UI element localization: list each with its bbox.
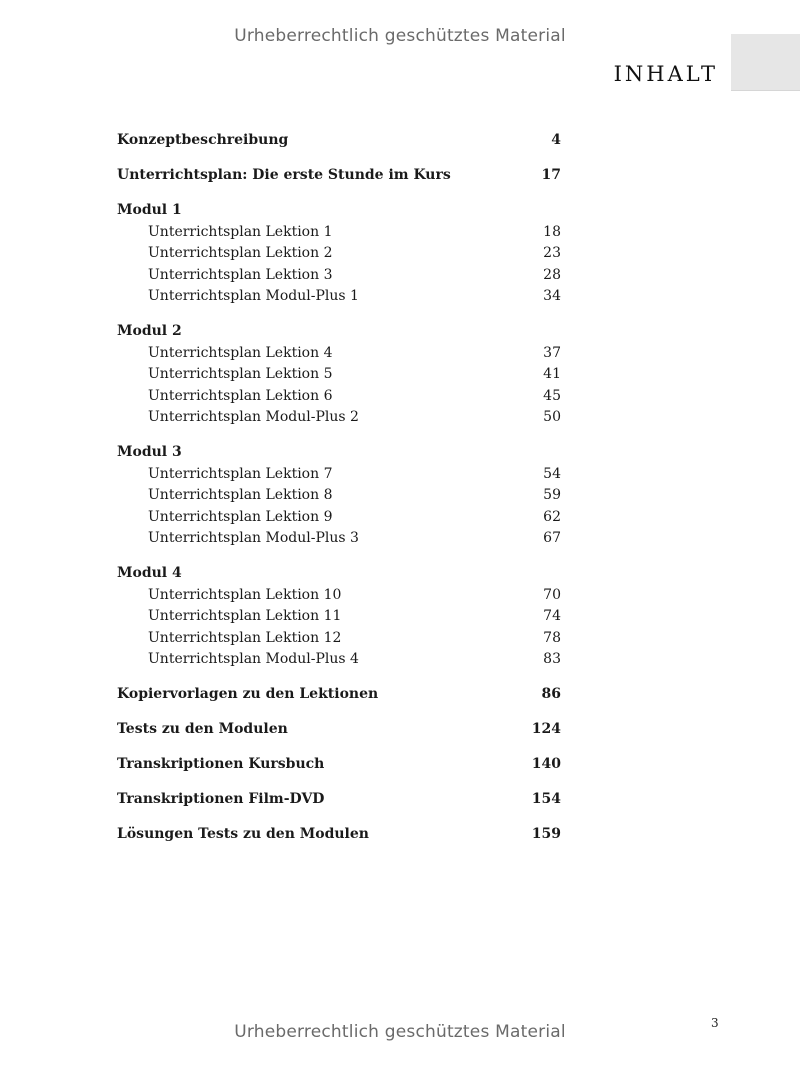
chapter-tab <box>731 34 800 91</box>
toc-subentry[interactable] <box>117 485 561 507</box>
toc-entry-erste-stunde[interactable] <box>117 165 561 187</box>
toc-entry-title: Unterrichtsplan Lektion 10 <box>148 586 342 603</box>
toc-group-modul-4: Modul 4 <box>117 565 182 581</box>
toc-entry-title: Lösungen Tests zu den Modulen <box>117 826 369 842</box>
toc-entry-title: Kopiervorlagen zu den Lektionen <box>117 686 379 702</box>
toc-subentry[interactable] <box>117 464 561 486</box>
toc-entry-title: Unterrichtsplan Modul-Plus 1 <box>148 288 359 304</box>
toc-entry-title: Unterrichtsplan Lektion 8 <box>148 487 333 503</box>
toc-group-modul-1: Modul 1 <box>117 202 182 218</box>
toc-subentry[interactable] <box>117 528 561 550</box>
toc-entry-page: 4 <box>551 132 561 148</box>
toc-entry-tests[interactable] <box>117 719 561 741</box>
toc-entry-kopiervorlagen[interactable] <box>117 684 561 706</box>
toc-group-modul-2: Modul 2 <box>117 323 182 339</box>
toc-entry-page: 154 <box>531 791 561 807</box>
toc-entry-title: Unterrichtsplan Lektion 9 <box>148 508 333 525</box>
toc-entry-title: Unterrichtsplan Lektion 6 <box>148 387 333 404</box>
toc-entry-title: Unterrichtsplan Modul-Plus 4 <box>148 651 359 667</box>
toc-subentry[interactable] <box>117 364 561 386</box>
toc-subentry[interactable] <box>117 243 561 265</box>
toc-entry-page: 41 <box>543 366 561 382</box>
page-number: 3 <box>711 1016 719 1030</box>
toc-subentry[interactable] <box>117 407 561 429</box>
toc-entry-page: 74 <box>543 608 561 624</box>
toc-group-modul-3: Modul 3 <box>117 444 182 460</box>
toc-subentry[interactable] <box>117 222 561 244</box>
toc-entry-title: Unterrichtsplan Lektion 3 <box>148 266 333 283</box>
toc-entry-title: Unterrichtsplan: Die erste Stunde im Kurs <box>117 167 451 183</box>
toc-entry-transkriptionen-film[interactable] <box>117 789 561 811</box>
toc-entry-title: Konzeptbeschreibung <box>117 132 289 148</box>
toc-entry-page: 59 <box>543 487 561 503</box>
toc-entry-page: 50 <box>543 409 561 425</box>
toc-entry-title: Unterrichtsplan Lektion 1 <box>148 223 333 240</box>
table-of-contents <box>117 130 561 846</box>
toc-entry-page: 124 <box>531 721 561 737</box>
watermark-top: Urheberrechtlich geschütztes Material <box>234 26 566 46</box>
toc-entry-page: 28 <box>543 266 561 283</box>
toc-entry-title: Unterrichtsplan Modul-Plus 3 <box>148 530 359 546</box>
toc-entry-page: 67 <box>543 530 561 546</box>
toc-subentry[interactable] <box>117 286 561 308</box>
toc-entry-page: 159 <box>531 826 561 842</box>
toc-entry-page: 62 <box>543 508 561 525</box>
page-heading: INHALT <box>613 62 718 86</box>
toc-entry-loesungen[interactable] <box>117 824 561 846</box>
toc-entry-page: 54 <box>543 465 561 482</box>
toc-entry-konzept[interactable] <box>117 130 561 152</box>
toc-subentry[interactable] <box>117 343 561 365</box>
toc-subentry[interactable] <box>117 507 561 529</box>
toc-subentry[interactable] <box>117 585 561 607</box>
toc-entry-title: Tests zu den Modulen <box>117 721 288 737</box>
toc-entry-title: Unterrichtsplan Modul-Plus 2 <box>148 409 359 425</box>
toc-subentry[interactable] <box>117 649 561 671</box>
toc-subentry[interactable] <box>117 386 561 408</box>
toc-entry-page: 140 <box>531 756 561 772</box>
toc-entry-page: 45 <box>543 387 561 404</box>
toc-entry-title: Transkriptionen Film-DVD <box>117 791 325 807</box>
toc-entry-page: 86 <box>541 686 561 702</box>
toc-entry-title: Unterrichtsplan Lektion 4 <box>148 344 333 361</box>
toc-entry-title: Unterrichtsplan Lektion 5 <box>148 366 333 382</box>
toc-entry-title: Unterrichtsplan Lektion 7 <box>148 465 333 482</box>
toc-subentry[interactable] <box>117 628 561 650</box>
toc-subentry[interactable] <box>117 265 561 287</box>
toc-subentry[interactable] <box>117 606 561 628</box>
toc-entry-page: 78 <box>543 629 561 646</box>
toc-entry-transkriptionen-kursbuch[interactable] <box>117 754 561 776</box>
toc-entry-page: 83 <box>543 651 561 667</box>
toc-entry-page: 34 <box>543 288 561 304</box>
toc-entry-page: 18 <box>543 223 561 240</box>
toc-entry-title: Unterrichtsplan Lektion 2 <box>148 245 333 261</box>
toc-entry-page: 17 <box>541 167 561 183</box>
toc-entry-title: Transkriptionen Kursbuch <box>117 756 325 772</box>
watermark-bottom: Urheberrechtlich geschütztes Material <box>234 1022 566 1042</box>
toc-entry-page: 23 <box>543 245 561 261</box>
toc-entry-page: 70 <box>543 586 561 603</box>
toc-entry-title: Unterrichtsplan Lektion 11 <box>148 608 342 624</box>
toc-entry-page: 37 <box>543 344 561 361</box>
toc-entry-title: Unterrichtsplan Lektion 12 <box>148 629 342 646</box>
